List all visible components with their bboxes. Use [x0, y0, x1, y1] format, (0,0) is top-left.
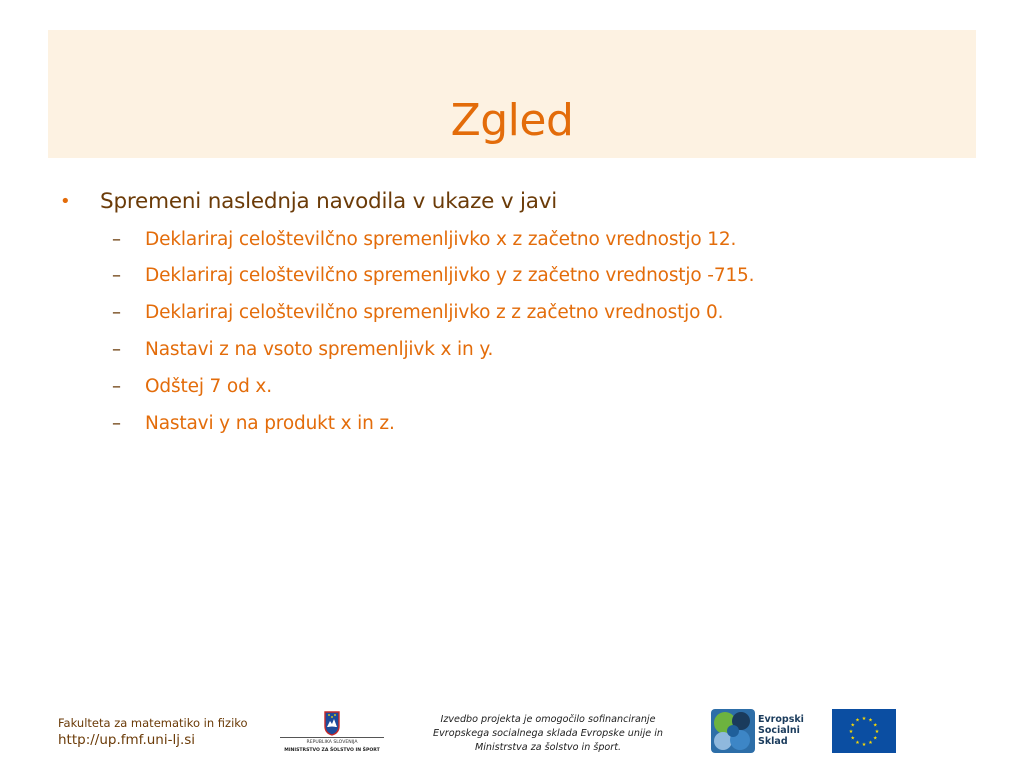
eu-star: ★ [855, 717, 860, 724]
title-band [48, 30, 976, 158]
dash-marker: – [112, 339, 121, 360]
dash-marker: – [112, 229, 121, 250]
ministry-logo [280, 708, 384, 756]
sub-item-text: Nastavi z na vsoto spremenljivk x in y. [145, 339, 494, 360]
slide-title: Zgled [450, 95, 574, 146]
dash-marker: – [112, 265, 121, 286]
dash-marker: – [112, 376, 121, 397]
eu-star: ★ [873, 722, 878, 729]
bullet-text: Spremeni naslednja navodila v ukaze v javi [100, 189, 558, 214]
eu-star: ★ [868, 717, 873, 724]
funding-line: Izvedbo projekta je omogočilo sofinanciranje [440, 714, 656, 725]
dash-marker: – [112, 413, 121, 434]
sub-item-text: Nastavi y na produkt x in z. [145, 413, 395, 434]
sub-item-text: Deklariraj celoštevilčno spremenljivko z z začetno vrednostjo 0. [145, 302, 724, 323]
eu-star: ★ [868, 740, 873, 747]
eu-star: ★ [874, 728, 880, 735]
sub-item-text: Deklariraj celoštevilčno spremenljivko y z začetno vrednostjo -715. [145, 265, 755, 286]
eu-star: ★ [861, 715, 867, 722]
funding-note [400, 713, 696, 755]
ministry-logo-rule [280, 737, 384, 738]
eu-star: ★ [855, 740, 860, 747]
eu-star: ★ [873, 735, 878, 742]
ministry-line-2: MINISTRSTVO ZA ŠOLSTVO IN ŠPORT [284, 748, 380, 753]
eu-flag-icon [832, 709, 896, 753]
esf-word: Sklad [758, 736, 788, 747]
funding-line: Evropskega socialnega sklada Evropske unije in [433, 728, 663, 739]
bullet-marker: • [60, 191, 71, 212]
eu-star: ★ [850, 735, 855, 742]
funding-line: Ministrstva za šolstvo in šport. [474, 742, 622, 753]
sub-item-text: Odštej 7 od x. [145, 376, 272, 397]
eu-star: ★ [848, 728, 854, 735]
esf-logo [711, 709, 815, 753]
sub-item-text: Deklariraj celoštevilčno spremenljivko x z začetno vrednostjo 12. [145, 229, 737, 250]
eu-star: ★ [850, 722, 855, 729]
esf-word: Socialni [758, 725, 800, 736]
slovenia-coat-of-arms-icon [323, 710, 341, 736]
esf-word: Evropski [758, 714, 804, 725]
faculty-url: http://up.fmf.uni-lj.si [58, 732, 196, 748]
faculty-name: Fakulteta za matematiko in fiziko [58, 716, 248, 730]
ministry-line-1: REPUBLIKA SLOVENIJA [306, 740, 358, 745]
dash-marker: – [112, 302, 121, 323]
esf-graphic-icon [711, 709, 755, 753]
eu-star: ★ [861, 741, 867, 748]
